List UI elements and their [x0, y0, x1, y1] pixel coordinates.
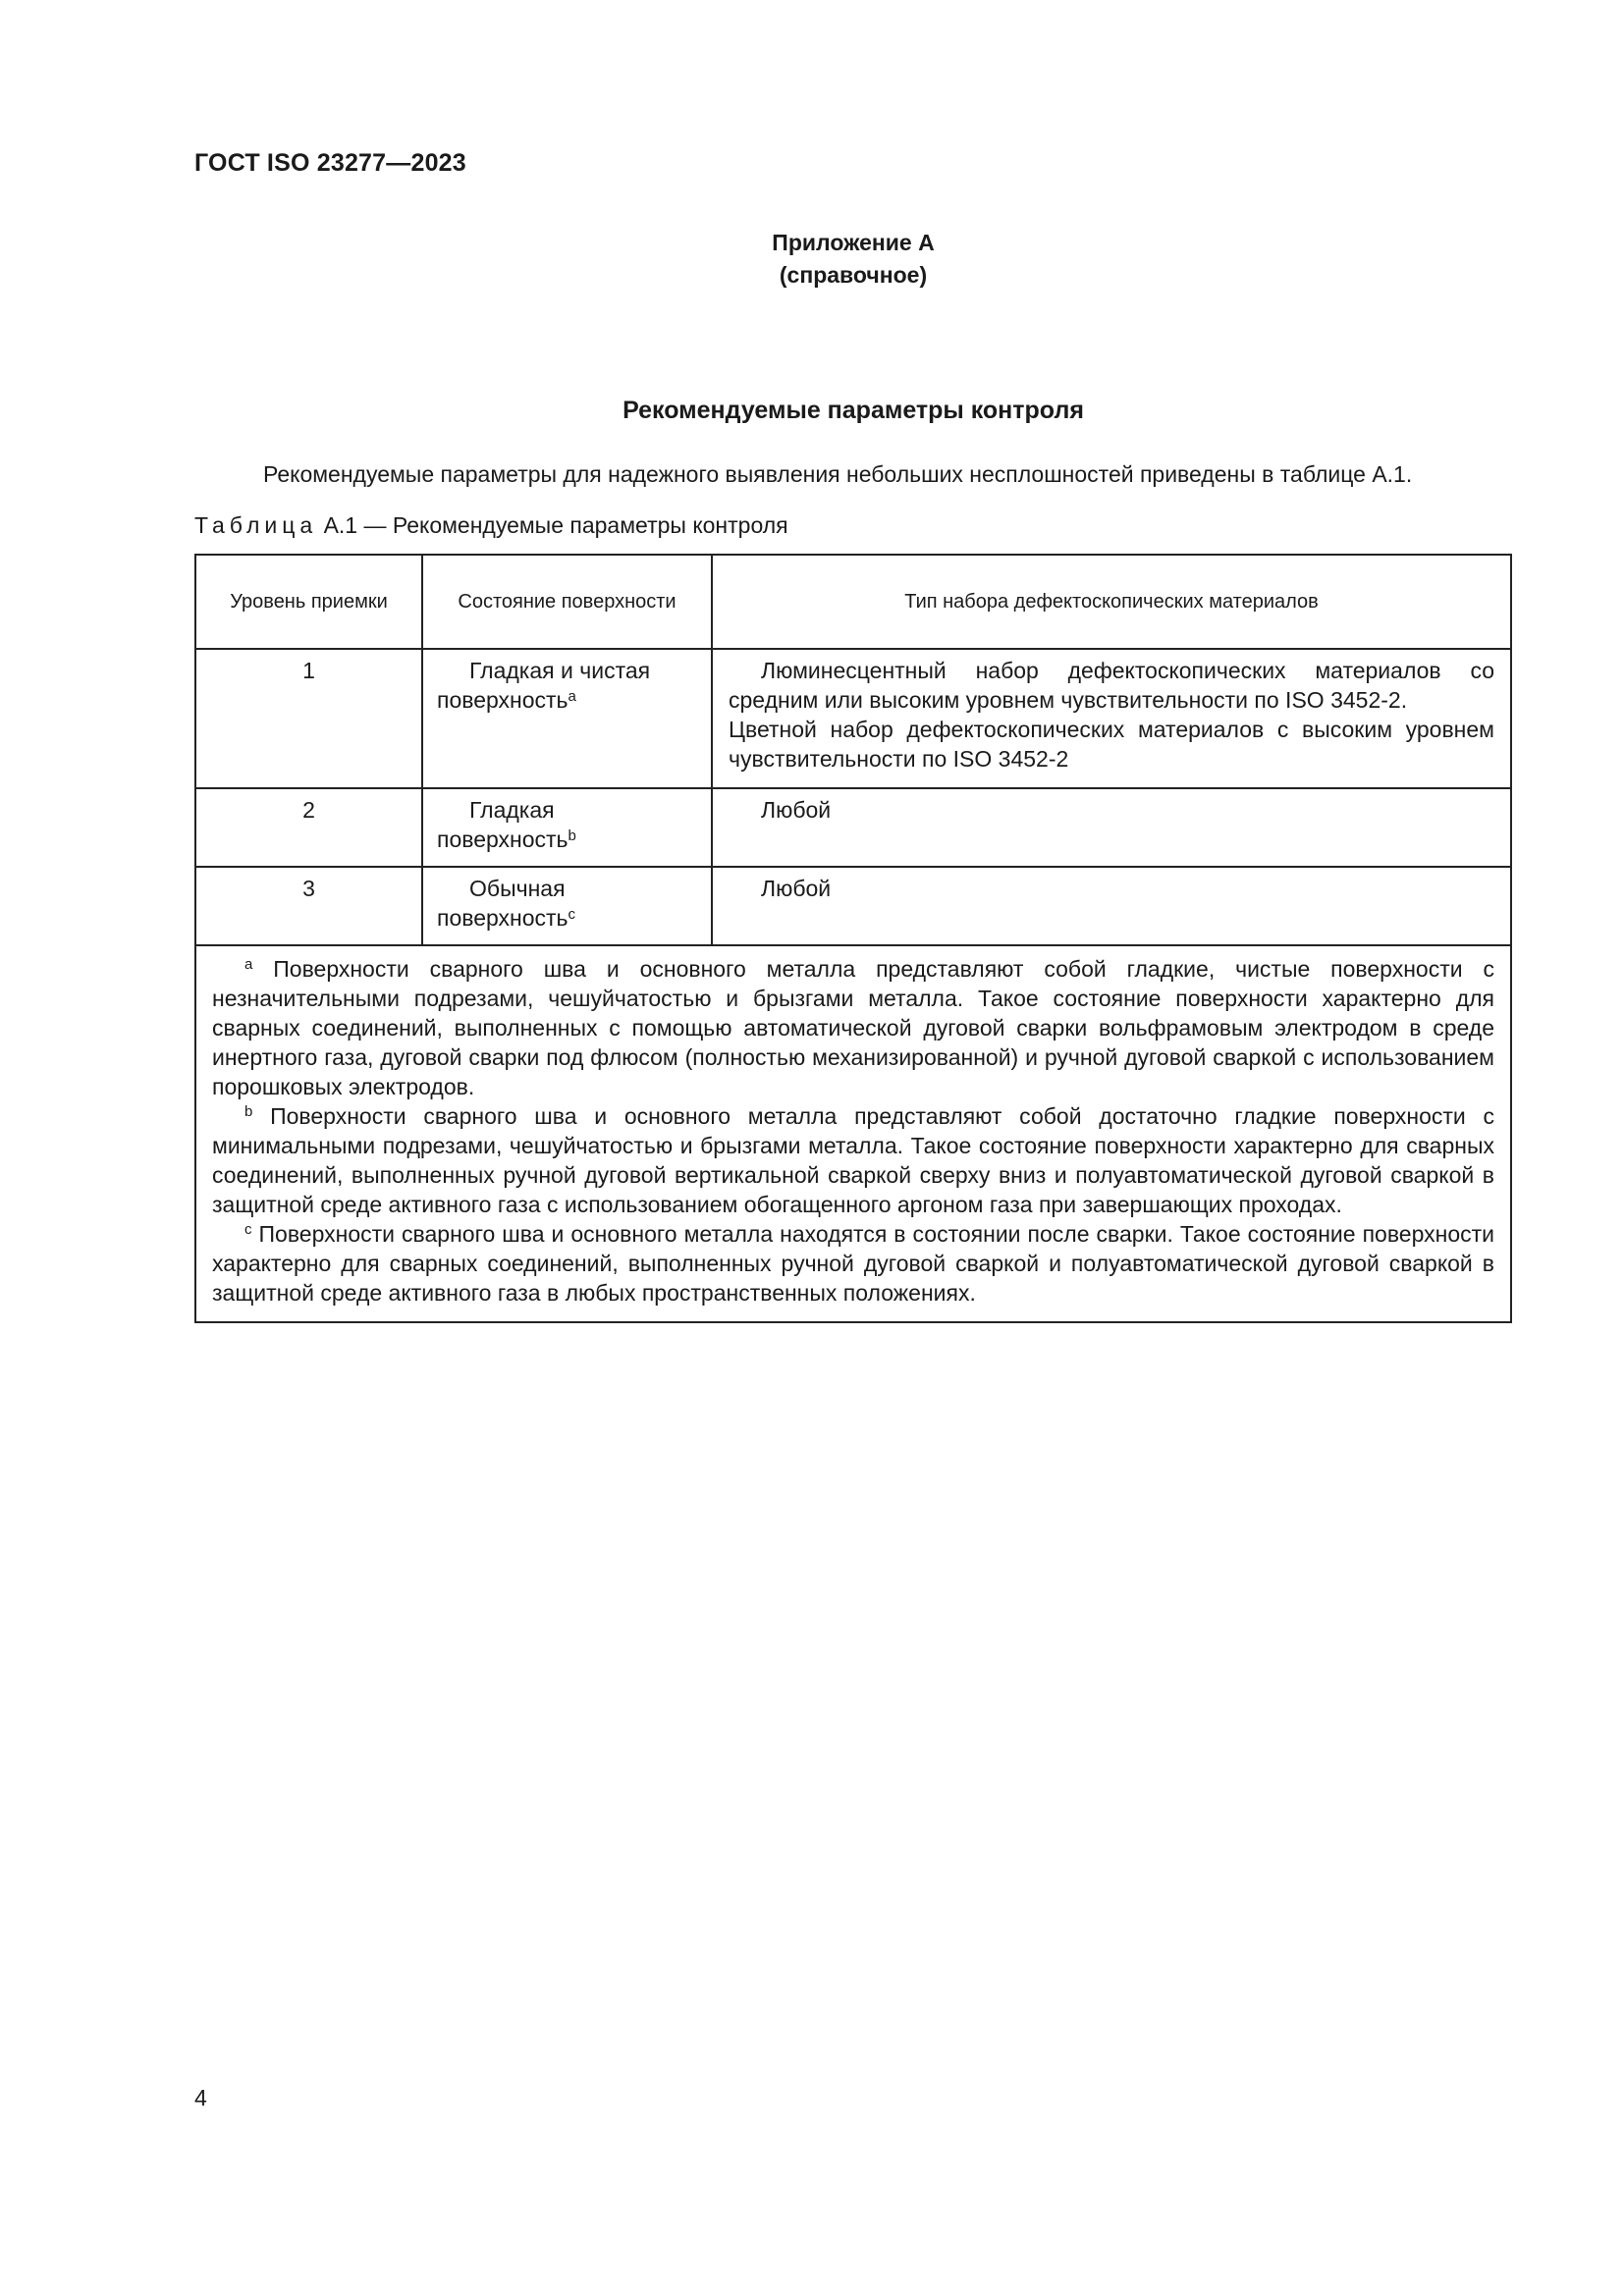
surface-line [437, 825, 697, 854]
table-header-row [195, 555, 1511, 649]
footnote [212, 1101, 1494, 1219]
table-row [195, 788, 1511, 867]
table-row [195, 867, 1511, 945]
appendix-heading [194, 227, 1512, 292]
level-cell: 1 [195, 649, 422, 788]
footnote-text: Поверхности сварного шва и основного металла находятся в состоянии после сварки. Такое состояние поверхности характерно для сварных соединений, выполненных ручной дуговой сваркой и полуавтоматической дуговой сваркой в защитной среде активного газа в любых пространственных положениях. [212, 1221, 1494, 1306]
table-row [195, 649, 1511, 788]
level-cell: 2 [195, 788, 422, 867]
page-number: 4 [194, 2085, 207, 2110]
surface-line: Обычная [469, 876, 566, 901]
footnote [212, 954, 1494, 1101]
header-kit: Тип набора дефектоскопических материалов [712, 555, 1511, 649]
footnote-ref: c [568, 906, 576, 923]
kit-text: Любой [761, 876, 832, 901]
parameters-table [194, 554, 1512, 1323]
surface-text: поверхность [437, 827, 568, 852]
table-footnotes-row [195, 945, 1511, 1322]
surface-cell [422, 867, 712, 945]
section-title: Рекомендуемые параметры контроля [623, 397, 1084, 424]
level-cell: 3 [195, 867, 422, 945]
footnote-text: Поверхности сварного шва и основного металла представляют собой гладкие, чистые поверхности с незначительными подрезами, чешуйчатостью и брызгами металла. Такое состояние поверхности характерно для сварных соединений, выполненных с помощью автоматической дуговой сварки вольфрамовым электродом в среде инертного газа, дуговой сварки под флюсом (полностью механизированной) и ручной дуговой сваркой с использованием порошковых электродов. [212, 956, 1494, 1099]
surface-line [437, 685, 697, 715]
footnote-ref: b [568, 828, 576, 844]
footnotes-cell [195, 945, 1511, 1322]
kit-text: Люминесцентный набор дефектоскопических материалов со средним или высоким уровнем чувствительности по ISO 3452-2. [729, 658, 1494, 713]
surface-line: Гладкая [469, 797, 555, 823]
kit-text: Любой [761, 797, 832, 823]
kit-cell [712, 788, 1511, 867]
table-caption-word: Таблица [194, 512, 318, 538]
document-id-header: ГОСТ ISO 23277—2023 [194, 149, 466, 177]
appendix-title: Приложение А [772, 230, 935, 255]
header-level: Уровень приемки [195, 555, 422, 649]
footnote-mark: c [244, 1221, 252, 1238]
intro-paragraph: Рекомендуемые параметры для надежного выявления небольших несплошностей приведены в таблице А.1. [263, 461, 1413, 487]
kit-text: Цветной набор дефектоскопических материалов с высоким уровнем чувствительности по ISO 3452-2 [729, 717, 1494, 772]
surface-text: поверхность [437, 687, 568, 713]
header-surface: Состояние поверхности [422, 555, 712, 649]
footnote [212, 1219, 1494, 1308]
footnote-mark: a [244, 956, 253, 973]
table-caption [194, 512, 788, 539]
surface-cell [422, 649, 712, 788]
surface-text: поверхность [437, 905, 568, 931]
table-caption-text: А.1 — Рекомендуемые параметры контроля [317, 512, 788, 538]
surface-line [437, 903, 697, 933]
footnote-mark: b [244, 1103, 253, 1120]
surface-line: Гладкая и чистая [469, 658, 651, 683]
footnote-text: Поверхности сварного шва и основного металла представляют собой достаточно гладкие поверхности с минимальными подрезами, чешуйчатостью и брызгами металла. Такое состояние поверхности характерно для сварных соединений, выполненных ручной дуговой вертикальной сваркой сверху вниз и полуавтоматической дуговой сваркой в защитной среде активного газа с использованием обогащенного аргоном газа при завершающих проходах. [212, 1103, 1494, 1217]
surface-cell [422, 788, 712, 867]
appendix-type: (справочное) [779, 262, 928, 288]
footnote-ref: a [568, 688, 576, 705]
kit-cell [712, 649, 1511, 788]
kit-cell [712, 867, 1511, 945]
